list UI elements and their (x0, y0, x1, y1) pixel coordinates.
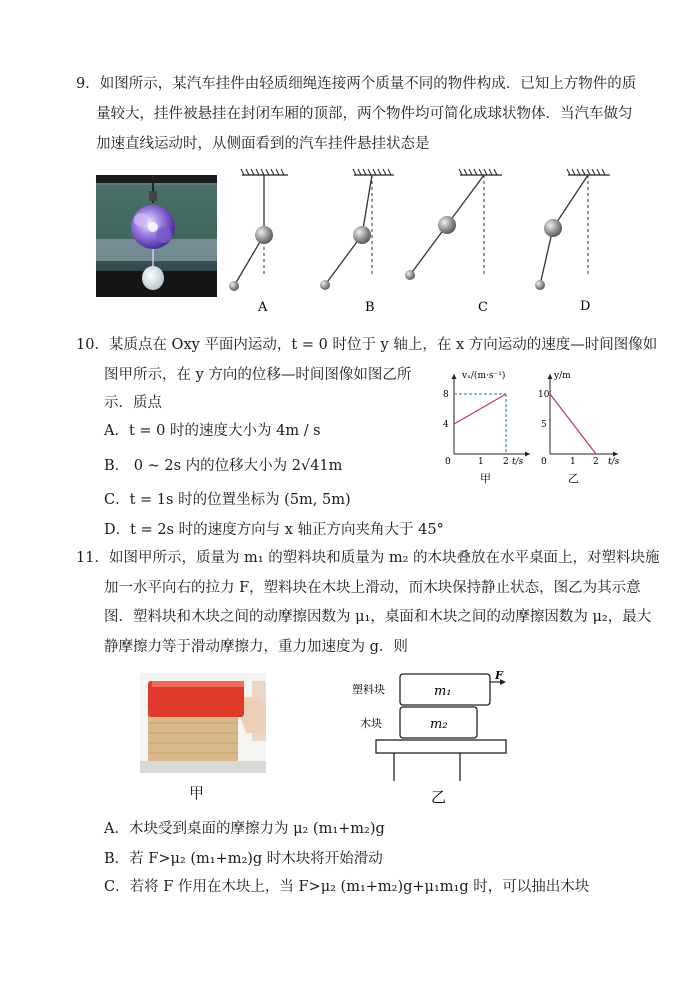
q9-stem-line: 加速直线运动时，从侧面看到的汽车挂件悬挂状态是 (96, 136, 430, 152)
graph-jia-xlabel: t/s (512, 457, 524, 467)
graph-yi (538, 366, 630, 491)
choice-a-pendulum (229, 169, 288, 291)
graph-yi-xtick: 1 (570, 457, 576, 467)
q10-stem-line: 10．某质点在 Oxy 平面内运动，t = 0 时位于 y 轴上，在 x 方向运动的速度—时间图像如 (76, 337, 658, 353)
choice-d-label: D (580, 299, 591, 314)
wood-block-label: 木块 (360, 717, 382, 730)
blocks-photo-caption: 甲 (189, 784, 205, 802)
choice-a-label: A (258, 300, 268, 315)
graph-yi-ytick: 5 (541, 420, 547, 430)
q9-stem-line: 量较大，挂件被悬挂在封闭车厢的顶部，两个物件均可简化成球状物体．当汽车做匀 (96, 106, 633, 122)
graph-yi-xlabel: t/s (608, 457, 620, 467)
m2-label: m₂ (430, 717, 448, 732)
graph-yi-ylabel: y/m (554, 371, 571, 381)
graph-jia-ylabel: vₓ/(m·s⁻¹) (462, 371, 506, 381)
choice-c-pendulum (405, 169, 502, 280)
graph-jia-xtick: 1 (478, 457, 484, 467)
graph-yi-ytick: 0 (541, 457, 547, 467)
graph-jia-ytick: 0 (445, 457, 451, 467)
q11-option-b: B．若 F>μ₂ (m₁+m₂)g 时木块将开始滑动 (104, 851, 383, 867)
q10-option-b: B． 0 ~ 2s 内的位移大小为 2√41m (104, 458, 343, 474)
q11-stem-line: 图．塑料块和木块之间的动摩擦因数为 μ₁，桌面和木块之间的动摩擦因数为 μ₂，最大 (104, 609, 652, 625)
q10-option-d: D．t = 2s 时的速度方向与 x 轴正方向夹角大于 45° (104, 522, 444, 538)
q9-choices-figure (222, 165, 612, 315)
force-label: F (495, 669, 503, 682)
graph-jia-ytick: 8 (443, 390, 449, 400)
q10-stem-line: 示．质点 (104, 395, 162, 411)
q11-stem-line: 11．如图甲所示，质量为 m₁ 的塑料块和质量为 m₂ 的木块叠放在水平桌面上，对塑料块施 (76, 550, 660, 566)
graph-yi-xtick: 2 (593, 457, 599, 467)
graph-jia (440, 366, 540, 491)
blocks-photo (140, 673, 266, 773)
q10-option-a: A．t = 0 时的速度大小为 4m / s (104, 423, 321, 439)
q10-option-c: C．t = 1s 时的位置坐标为 (5m, 5m) (104, 492, 351, 508)
choice-b-pendulum (320, 169, 394, 290)
q11-option-a: A．木块受到桌面的摩擦力为 μ₂ (m₁+m₂)g (104, 821, 385, 837)
blocks-diagram (352, 668, 512, 808)
choice-d-pendulum (535, 169, 610, 290)
plastic-block-label: 塑料块 (352, 683, 385, 696)
q11-option-c: C．若将 F 作用在木块上，当 F>μ₂ (m₁+m₂)g+μ₁m₁g 时，可以抽出木块 (104, 879, 590, 895)
graph-jia-caption: 甲 (480, 472, 491, 485)
graph-jia-xtick: 2 (503, 457, 509, 467)
q11-stem-line: 静摩擦力等于滑动摩擦力，重力加速度为 g．则 (104, 639, 408, 655)
choice-b-label: B (365, 300, 375, 315)
blocks-diagram-caption: 乙 (431, 788, 447, 806)
graph-yi-ytick: 10 (538, 390, 550, 400)
q11-stem-line: 加一水平向右的拉力 F，塑料块在木块上滑动，而木块保持静止状态，图乙为其示意 (104, 580, 641, 596)
graph-jia-ytick: 4 (443, 420, 449, 430)
car-ornament-photo (96, 175, 217, 297)
graph-yi-caption: 乙 (568, 472, 579, 485)
m1-label: m₁ (434, 684, 452, 699)
choice-c-label: C (478, 300, 488, 315)
q9-stem-line: 9．如图所示，某汽车挂件由轻质细绳连接两个质量不同的物件构成．已知上方物件的质 (76, 76, 637, 92)
q10-stem-line: 图甲所示，在 y 方向的位移—时间图像如图乙所 (104, 367, 412, 383)
